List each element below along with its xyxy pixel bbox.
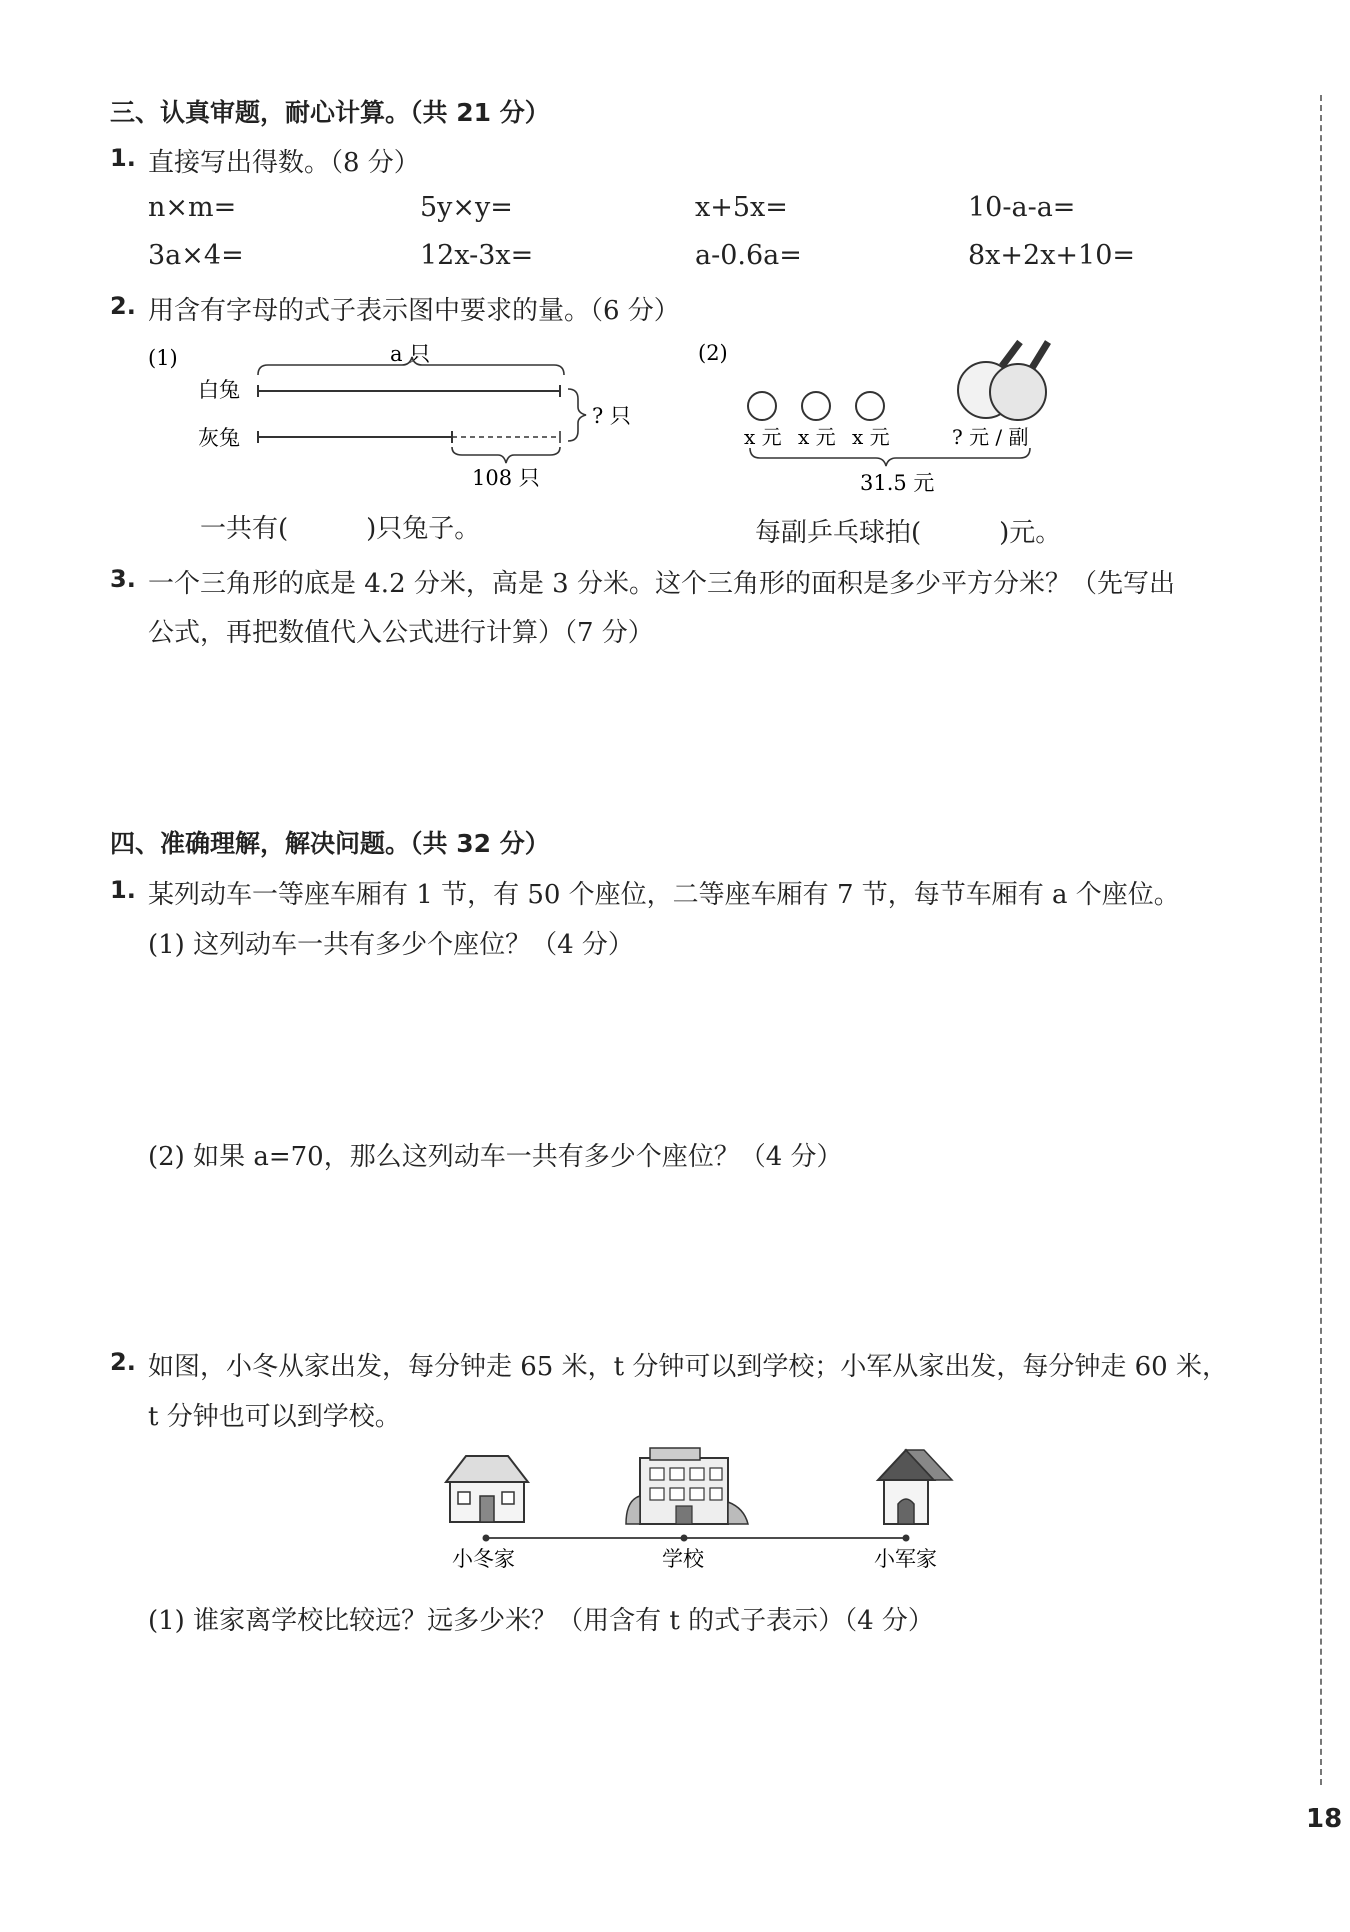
white-rabbit-label: 白兔 [198,378,240,402]
ball-price: x 元 [852,425,890,449]
calc-item: 12x-3x= [420,240,534,271]
paddle-icon [990,342,1048,420]
ball-icon [748,392,776,420]
fig1-top-label: a 只 [390,342,431,366]
fig2-label: (2) [698,341,728,365]
q3-number: 3. [110,565,136,593]
fig2-answer: 每副乒乓球拍( )元。 [755,518,1062,548]
q4-1-text: 某列动车一等座车厢有 1 节，有 50 个座位，二等座车厢有 7 节，每节车厢有 a 个座位。 [148,880,1180,910]
school-icon [626,1448,748,1524]
ball-icon [856,392,884,420]
school-label: 学校 [662,1547,704,1570]
ball-icon [802,392,830,420]
fig1-label: (1) [148,346,178,370]
section4-heading: 四、准确理解，解决问题。（共 32 分） [110,829,550,858]
q4-2-line1: 如图，小冬从家出发，每分钟走 65 米，t 分钟可以到学校；小军从家出发，每分钟走 60 米， [148,1352,1228,1382]
route-map [430,1440,980,1570]
q3-line1: 一个三角形的底是 4.2 分米，高是 3 分米。这个三角形的面积是多少平方分米？（先写出 [148,569,1175,599]
q2-number: 2. [110,292,136,320]
q4-1-sub1: (1) 这列动车一共有多少个座位？（4 分） [148,930,634,960]
fig1-diff-label: 108 只 [472,466,540,490]
calc-item: n×m= [148,192,237,223]
q4-2-number: 2. [110,1348,136,1376]
pingpong-diagram [690,330,1090,500]
calc-item: 5y×y= [420,192,513,223]
q1-text: 直接写出得数。（8 分） [148,148,420,178]
calc-item: x+5x= [695,192,788,223]
rabbit-diagram [140,335,660,495]
q2-text: 用含有字母的式子表示图中要求的量。（6 分） [148,296,680,326]
fig2-total: 31.5 元 [860,471,935,495]
q4-2-line2: t 分钟也可以到学校。 [148,1402,401,1432]
cut-line [1320,95,1322,1785]
calc-item: 8x+2x+10= [968,240,1136,271]
fig1-right-label: ? 只 [592,404,631,428]
house-icon [878,1450,952,1524]
paddle-price: ? 元 / 副 [952,425,1029,449]
section3-heading: 三、认真审题，耐心计算。（共 21 分） [110,98,550,127]
calc-item: 10-a-a= [968,192,1076,223]
calc-item: a-0.6a= [695,240,802,271]
page-number: 18 [1306,1804,1343,1834]
ball-price: x 元 [798,425,836,449]
q4-1-sub2: (2) 如果 a=70，那么这列动车一共有多少个座位？（4 分） [148,1142,843,1172]
q4-2-sub1: (1) 谁家离学校比较远？远多少米？（用含有 t 的式子表示）（4 分） [148,1606,934,1636]
xiaodong-home-label: 小冬家 [452,1547,515,1570]
fig1-answer: 一共有( )只兔子。 [200,514,481,544]
q1-number: 1. [110,144,136,172]
xiaojun-home-label: 小军家 [874,1547,937,1570]
q3-line2: 公式，再把数值代入公式进行计算）（7 分） [148,618,654,648]
q4-1-number: 1. [110,876,136,904]
gray-rabbit-label: 灰兔 [198,426,240,450]
ball-price: x 元 [744,425,782,449]
house-icon [446,1456,528,1522]
calc-item: 3a×4= [148,240,244,271]
